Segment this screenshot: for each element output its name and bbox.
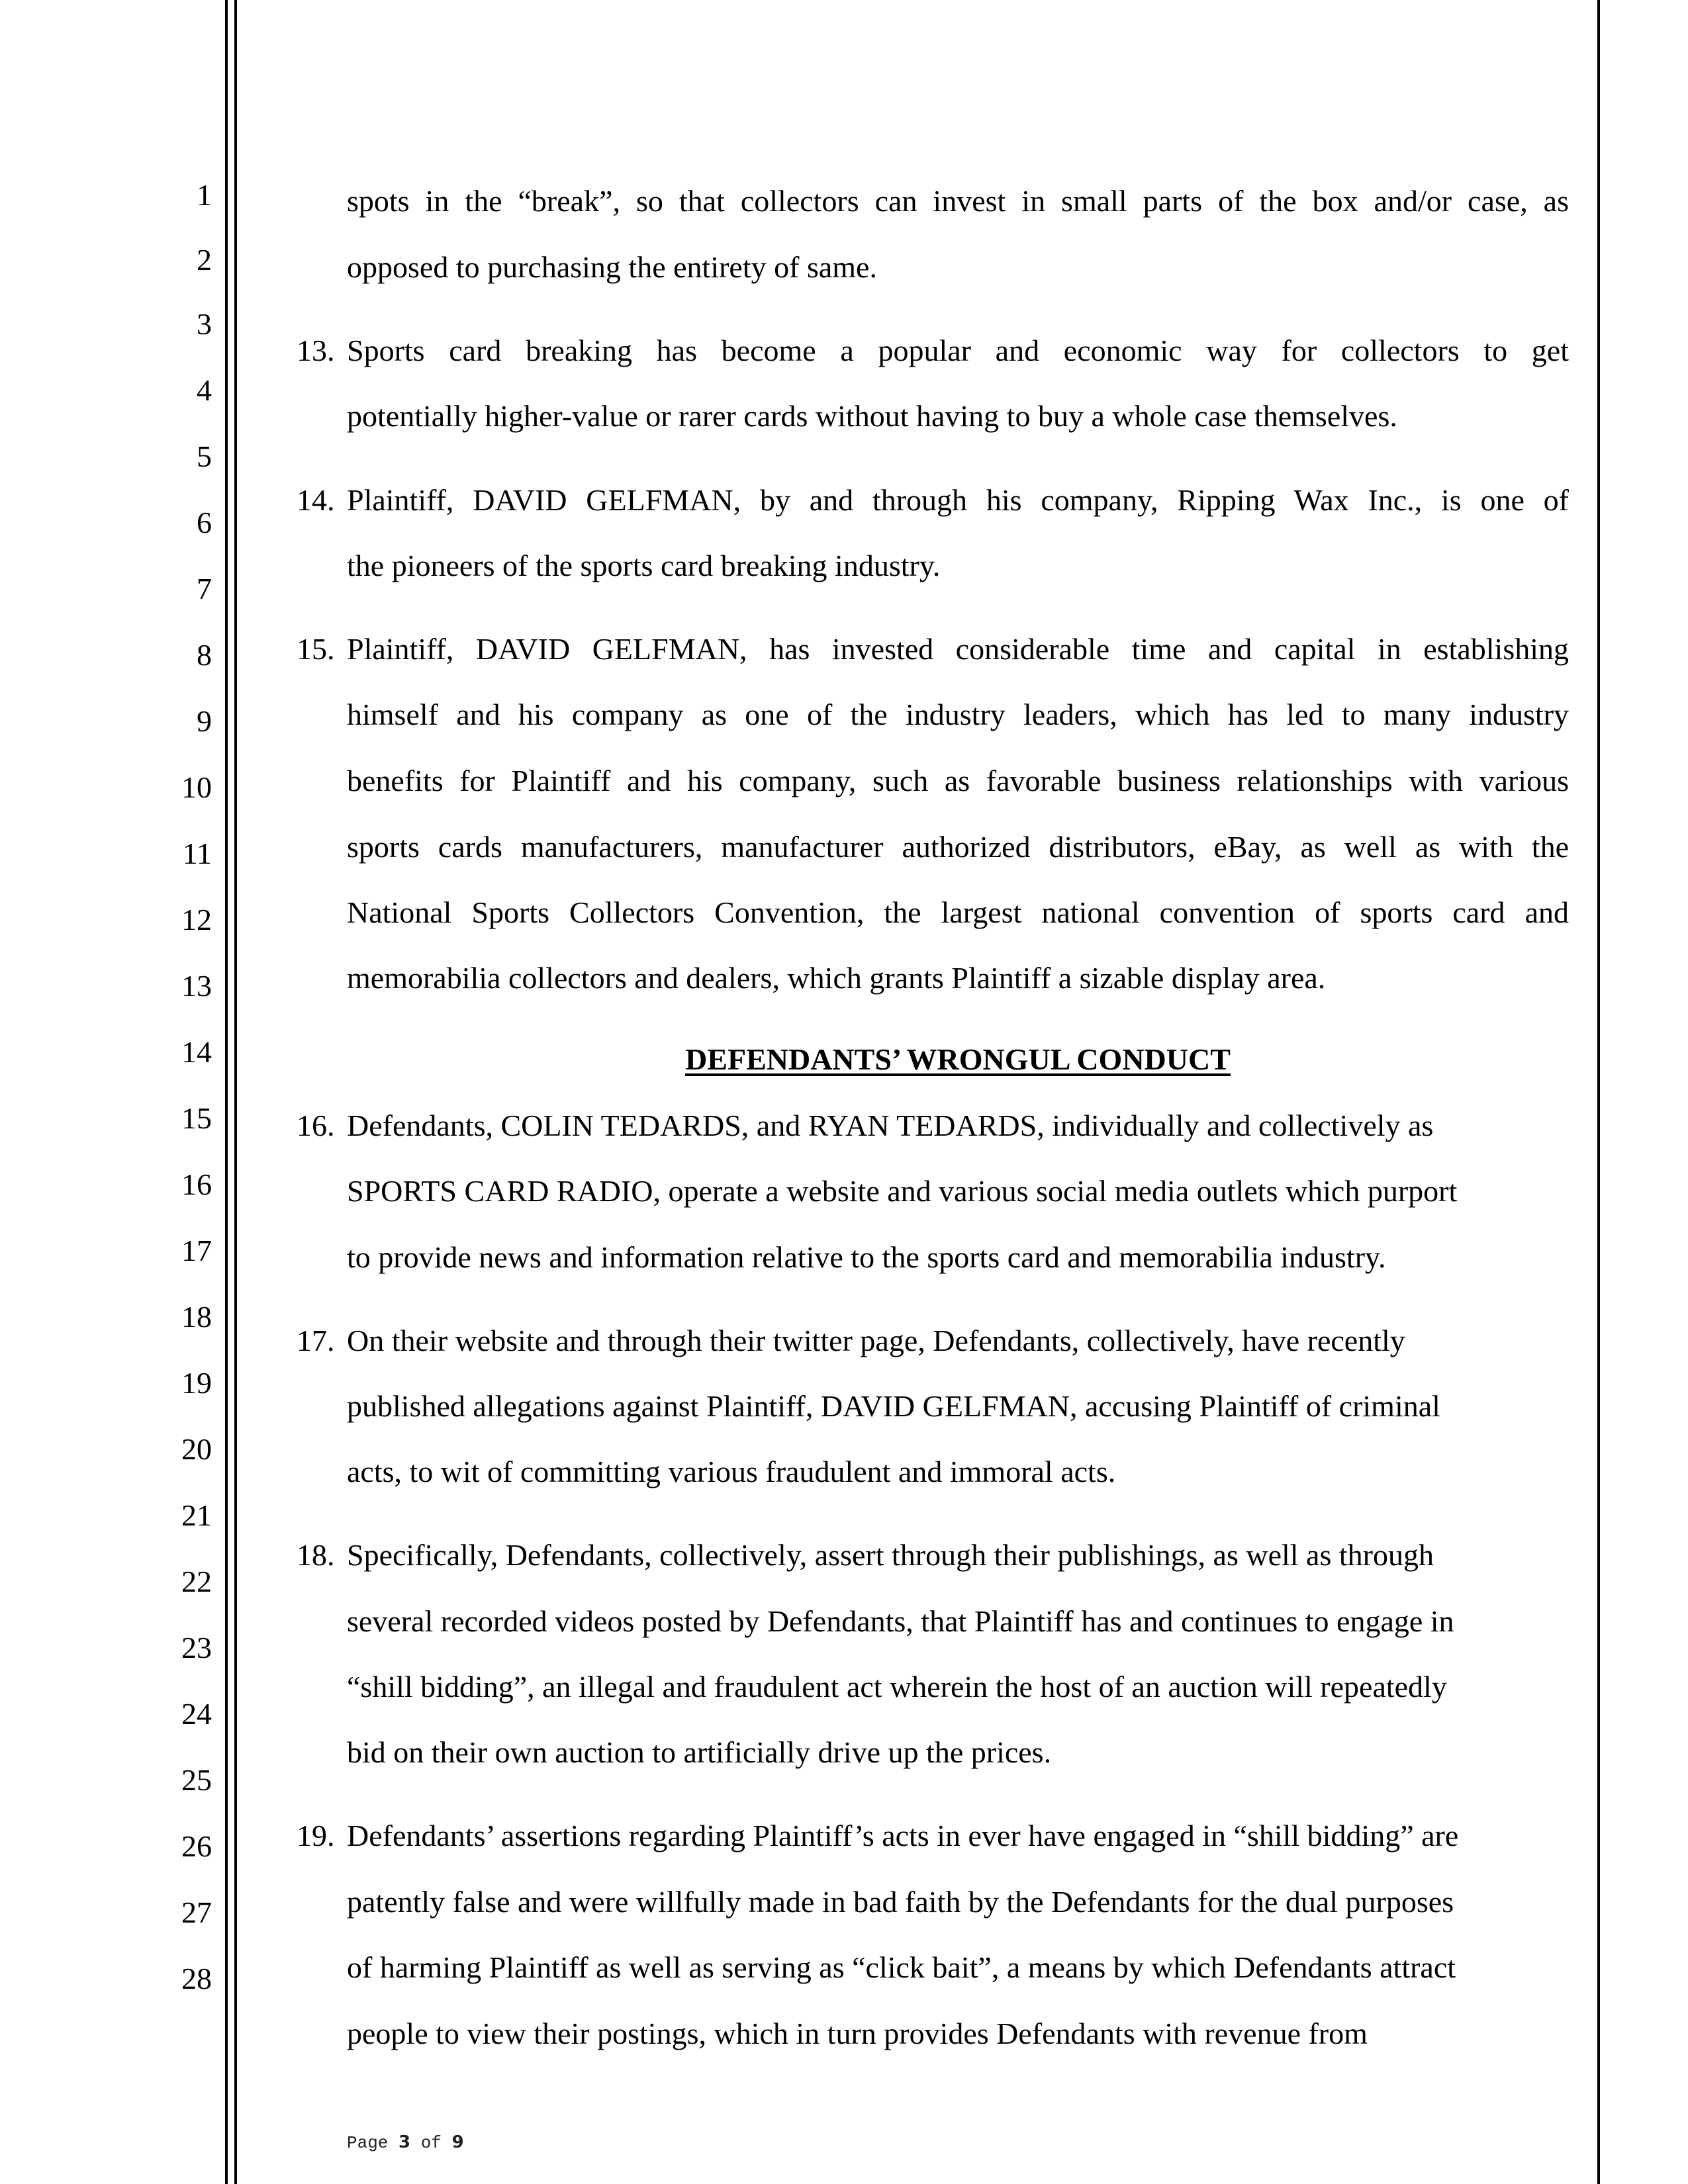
paragraph-number: 13. — [297, 334, 335, 367]
line-number: 3 — [197, 307, 212, 341]
paragraph-number: 15. — [297, 632, 335, 666]
paragraph-line: Specifically, Defendants, collectively, assert through their publishings, as well as through — [347, 1538, 1434, 1572]
line-number: 27 — [181, 1895, 212, 1929]
paragraph-line: Plaintiff, DAVID GELFMAN, by and through his company, Ripping Wax Inc., is one of — [347, 483, 1569, 517]
line-number: 10 — [181, 770, 212, 804]
line-number: 8 — [197, 638, 212, 672]
line-number: 22 — [181, 1565, 212, 1598]
paragraph-line: published allegations against Plaintiff, DAVID GELFMAN, accusing Plaintiff of criminal — [347, 1389, 1440, 1423]
line-number: 9 — [197, 704, 212, 738]
paragraph-line: patently false and were willfully made in bad faith by the Defendants for the dual purposes — [347, 1885, 1454, 1919]
paragraph-line: acts, to wit of committing various fraudulent and immoral acts. — [347, 1455, 1116, 1488]
paragraph-line: the pioneers of the sports card breaking industry. — [347, 549, 941, 582]
paragraph-line: opposed to purchasing the entirety of same. — [347, 250, 877, 284]
paragraph-line: potentially higher-value or rarer cards without having to buy a whole case themselves. — [347, 399, 1397, 433]
line-number: 28 — [181, 1962, 212, 1995]
line-number: 23 — [181, 1631, 212, 1664]
page-footer — [347, 2132, 464, 2153]
line-number: 25 — [181, 1763, 212, 1797]
line-number: 14 — [181, 1035, 212, 1069]
paragraph-number: 14. — [297, 483, 335, 517]
paragraph-line: SPORTS CARD RADIO, operate a website and various social media outlets which purport — [347, 1174, 1458, 1208]
line-number: 5 — [197, 439, 212, 473]
total-pages: 9 — [451, 2132, 464, 2152]
line-number: 2 — [197, 243, 212, 277]
paragraph-line: Plaintiff, DAVID GELFMAN, has invested considerable time and capital in establishing — [347, 632, 1569, 666]
line-number: 7 — [197, 572, 212, 606]
left-margin-rule-inner — [234, 0, 237, 2184]
paragraph-number: 16. — [297, 1109, 335, 1142]
section-heading — [347, 1041, 1569, 1078]
paragraph-line: “shill bidding”, an illegal and fraudulent act wherein the host of an auction will repeatedly — [347, 1670, 1447, 1704]
paragraph-line: On their website and through their twitter page, Defendants, collectively, have recently — [347, 1324, 1405, 1357]
line-number: 13 — [181, 969, 212, 1003]
line-number: 17 — [181, 1234, 212, 1267]
line-number: 26 — [181, 1829, 212, 1863]
paragraph-line: of harming Plaintiff as well as serving as “click bait”, a means by which Defendants attract — [347, 1950, 1456, 1984]
line-number: 15 — [181, 1101, 212, 1135]
line-number: 12 — [181, 903, 212, 936]
paragraph-number: 17. — [297, 1324, 335, 1357]
line-number: 6 — [197, 506, 212, 539]
paragraph-line: spots in the “break”, so that collectors can invest in small parts of the box and/or case, as — [347, 184, 1569, 218]
paragraph-line: people to view their postings, which in turn provides Defendants with revenue from — [347, 2017, 1368, 2050]
line-number: 20 — [181, 1432, 212, 1466]
paragraph-line: to provide news and information relative to the sports card and memorabilia industry. — [347, 1240, 1386, 1274]
line-number: 16 — [181, 1167, 212, 1201]
paragraph-line: sports cards manufacturers, manufacturer authorized distributors, eBay, as well as with the — [347, 830, 1569, 864]
page-number: 3 — [399, 2132, 411, 2152]
paragraph-line: Sports card breaking has become a popular and economic way for collectors to get — [347, 334, 1569, 367]
paragraph-line: Defendants, COLIN TEDARDS, and RYAN TEDARDS, individually and collectively as — [347, 1109, 1434, 1142]
line-number: 11 — [182, 837, 212, 870]
line-number: 24 — [181, 1697, 212, 1731]
line-number: 4 — [197, 373, 212, 407]
left-margin-rule-outer — [225, 0, 228, 2184]
paragraph-line: Defendants’ assertions regarding Plaintiff’s acts in ever have engaged in “shill bidding” are — [347, 1819, 1459, 1852]
paragraph-line: memorabilia collectors and dealers, which grants Plaintiff a sizable display area. — [347, 961, 1326, 995]
section-heading-text: DEFENDANTS’ WRONGUL CONDUCT — [685, 1042, 1231, 1076]
paragraph-line: himself and his company as one of the industry leaders, which has led to many industry — [347, 698, 1569, 731]
page-label: Page — [347, 2133, 389, 2153]
paragraph-line: National Sports Collectors Convention, the largest national convention of sports card and — [347, 895, 1569, 929]
paragraph-line: benefits for Plaintiff and his company, such as favorable business relationships with various — [347, 764, 1569, 797]
line-number: 18 — [181, 1300, 212, 1334]
paragraph-number: 19. — [297, 1819, 335, 1852]
line-number: 19 — [181, 1366, 212, 1400]
right-margin-rule — [1597, 0, 1600, 2184]
line-number: 21 — [181, 1498, 212, 1532]
paragraph-number: 18. — [297, 1538, 335, 1572]
line-number: 1 — [197, 178, 212, 212]
paragraph-line: several recorded videos posted by Defendants, that Plaintiff has and continues to engage in — [347, 1604, 1454, 1638]
paragraph-line: bid on their own auction to artificially drive up the prices. — [347, 1735, 1052, 1769]
of-label: of — [420, 2133, 442, 2153]
